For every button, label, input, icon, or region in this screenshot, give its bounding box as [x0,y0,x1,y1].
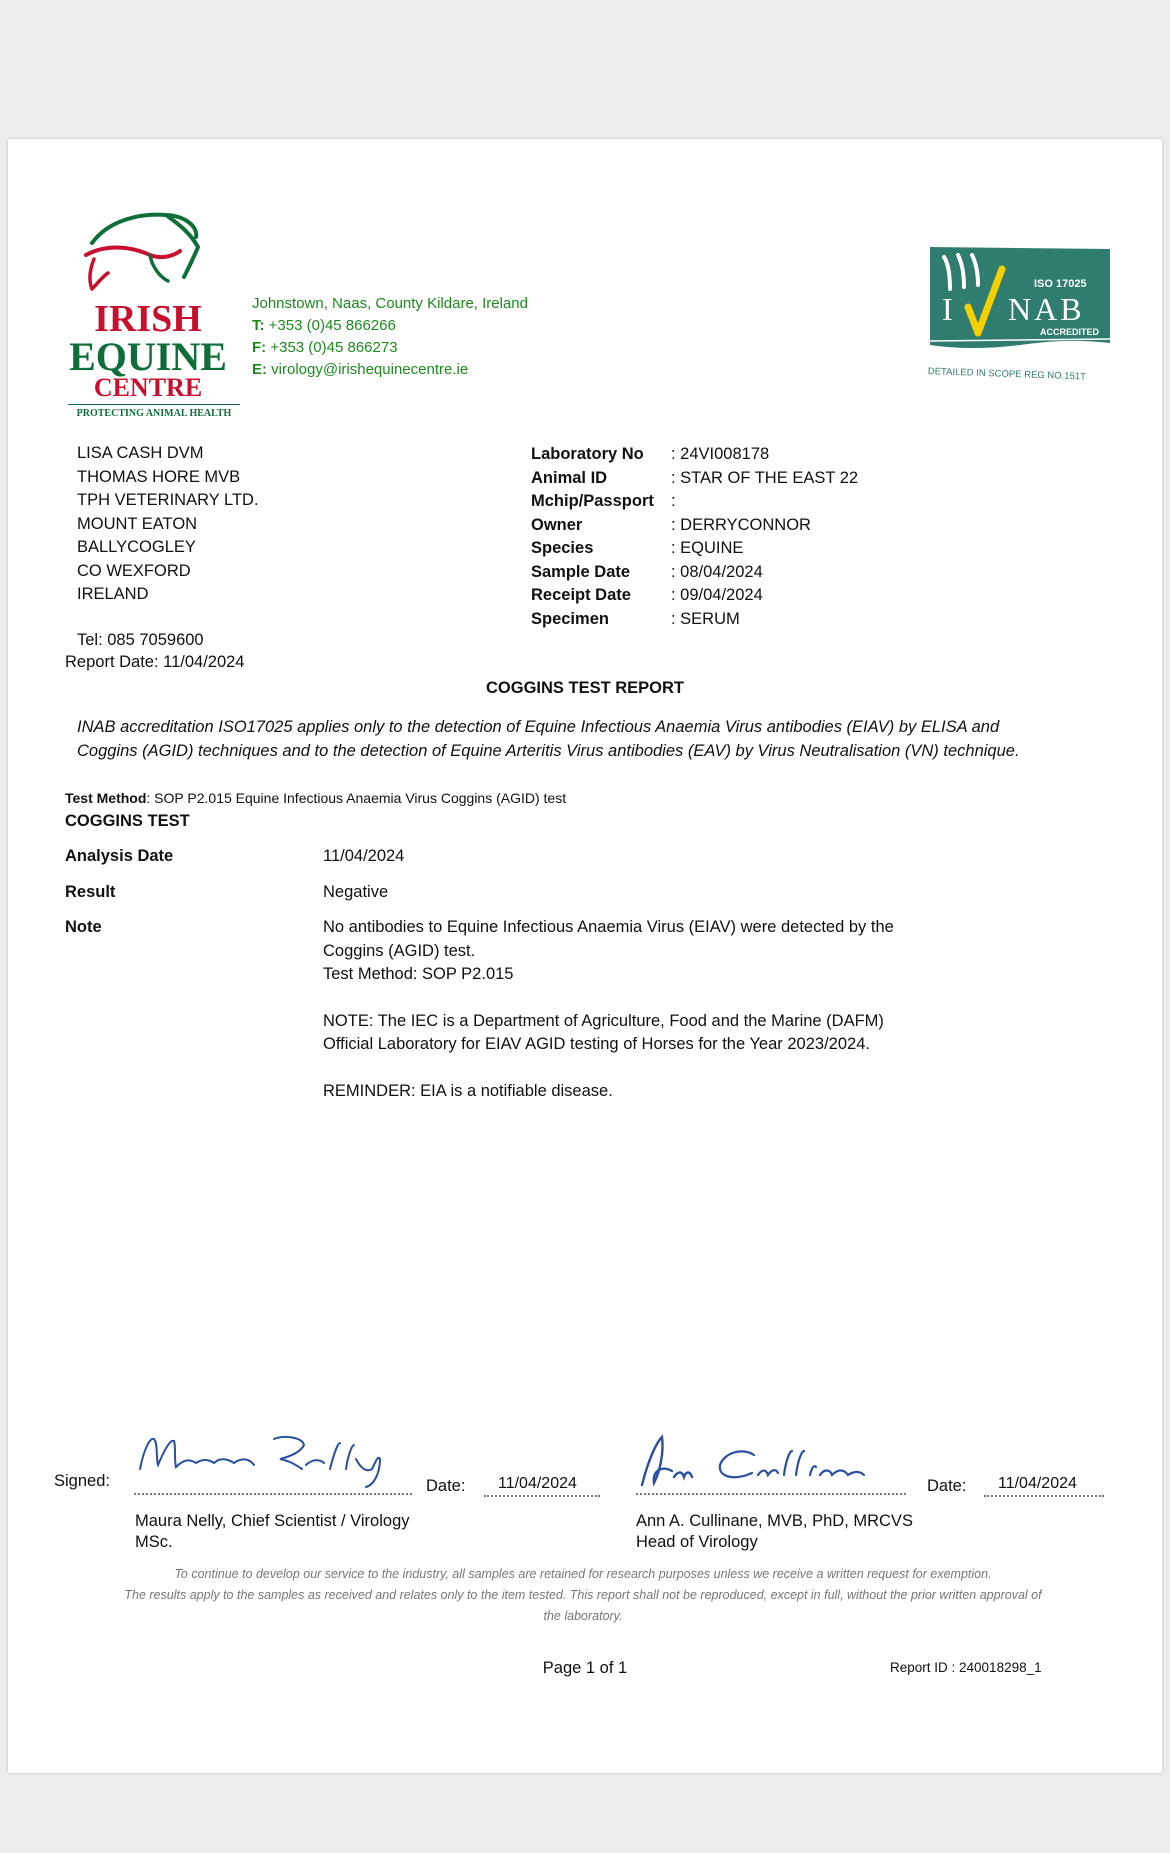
recipient-line: TPH VETERINARY LTD. [77,491,259,509]
lab-address: Johnstown, Naas, County Kildare, Ireland [252,295,528,312]
left-date-label: Date: [426,1477,466,1495]
detail-row [531,467,1031,491]
left-signature-line [134,1493,412,1495]
detail-row [531,514,1031,538]
detail-row [531,561,1031,585]
lab-name-line1: IRISH [94,298,202,340]
detail-key: Receipt Date [531,586,631,604]
lab-name-line3: CENTRE [93,373,203,402]
lab-tagline: PROTECTING ANIMAL HEALTH [76,408,232,419]
inab-scope: DETAILED IN SCOPE REG NO.151T [927,366,1087,383]
report-title: COGGINS TEST REPORT [485,679,685,697]
result-row-note [65,916,965,1103]
page-number: Page 1 of 1 [542,1659,628,1677]
recipient-line: MOUNT EATON [77,514,198,533]
recipient-line: CO WEXFORD [77,561,191,580]
test-method-label: Test Method [65,790,147,806]
recipient-line: THOMAS HORE MVB [77,467,241,486]
right-date: 11/04/2024 [998,1475,1077,1492]
inab-accredited: ACCREDITED [1040,327,1100,337]
sample-details [531,443,1031,631]
inab-standard: ISO 17025 [1034,278,1087,290]
inab-testing: TESTING [1048,346,1103,360]
results-table [65,845,965,1115]
signature-icon [634,1431,912,1493]
left-signatory [135,1511,410,1553]
detail-value: : 08/04/2024 [671,562,763,581]
detail-value: : STAR OF THE EAST 22 [671,468,859,487]
detail-value: : EQUINE [671,539,744,557]
result-row-result [65,881,965,905]
signed-label: Signed: [54,1472,110,1490]
test-method-value: : SOP P2.015 Equine Infectious Anaemia Virus Coggins (AGID) test [146,790,567,806]
left-date: 11/04/2024 [498,1475,577,1492]
signature-icon [134,1429,412,1489]
horse-logo-icon [68,207,248,297]
right-date-label: Date: [927,1477,967,1495]
detail-row [531,537,1031,561]
detail-value: : SERUM [671,609,740,628]
report-date: Report Date: 11/04/2024 [65,653,245,671]
detail-key: Mchip/Passport [531,492,654,510]
left-date-line [484,1495,600,1497]
detail-value: : 09/04/2024 [671,586,763,604]
result-row-analysis-date [65,845,965,869]
inab-letter-i: I [942,291,953,327]
detail-key: Species [531,539,594,557]
right-signatory-name: Ann A. Cullinane, MVB, PhD, MRCVS [636,1512,913,1530]
left-signatory-name: Maura Nelly, Chief Scientist / Virology [135,1512,410,1530]
note-paragraph: No antibodies to Equine Infectious Anaemia Virus (EIAV) were detected by the Coggins (AGID) test. [323,918,894,960]
section-title: COGGINS TEST [65,812,190,830]
tel-label: T: [252,317,265,334]
detail-key: Owner [531,515,583,534]
footer-disclaimer [123,1564,1043,1627]
detail-row [531,608,1031,632]
analysis-date-value: 11/04/2024 [323,847,405,865]
lab-tel: +353 (0)45 866266 [268,317,396,334]
disclaimer-line: To continue to develop our service to the industry, all samples are retained for research purposes unless we receive a written request for exemption. [174,1567,992,1581]
detail-row [531,443,1031,467]
disclaimer-line: The results apply to the samples as received and relates only to the item tested. This report shall not be reproduced, except in full, without the prior written approval of the laboratory. [124,1588,1042,1623]
note-label: Note [65,918,102,936]
lab-contact [252,293,652,381]
right-date-line [984,1495,1104,1497]
right-signature-line [636,1493,906,1495]
result-value: Negative [323,882,389,901]
note-body [323,916,903,1103]
note-paragraph: REMINDER: EIA is a notifiable disease. [323,1081,613,1100]
lab-logo-divider [68,404,240,405]
recipient-address [77,442,417,607]
inab-badge [927,245,1112,383]
inab-name: NAB [1008,291,1085,327]
report-id: Report ID : 240018298_1 [890,1660,1042,1675]
detail-key: Animal ID [531,468,608,487]
detail-key: Laboratory No [531,445,644,463]
result-label: Result [65,882,116,901]
right-signature [634,1431,912,1493]
lab-name-line2: EQUINE [69,334,227,379]
recipient-line: LISA CASH DVM [77,444,204,462]
lab-fax: +353 (0)45 866273 [270,339,398,356]
lab-email: virology@irishequinecentre.ie [271,361,469,378]
left-signature [134,1429,412,1489]
detail-row [531,490,1031,514]
detail-value: : [671,492,676,510]
fax-label: F: [252,339,267,356]
email-label: E: [252,361,267,378]
detail-value: : 24VI008178 [671,445,770,463]
analysis-date-label: Analysis Date [65,847,174,865]
recipient-tel: Tel: 085 7059600 [77,631,204,649]
test-method [65,790,965,806]
right-signatory [636,1511,913,1553]
accreditation-note: INAB accreditation ISO17025 applies only to the detection of Equine Infectious Anaemia Virus antibodies (EIAV) by ELISA and Coggins (AGID) techniques and to the detection of Equine Arteritis Virus antibodies (EAV) by Virus Neutralisation (VN) technique. [77,718,1020,760]
detail-key: Sample Date [531,562,631,581]
detail-value: : DERRYCONNOR [671,515,811,534]
detail-row [531,584,1031,608]
detail-key: Specimen [531,609,609,628]
recipient-line: IRELAND [77,585,149,603]
right-signatory-title: Head of Virology [636,1533,758,1551]
recipient-line: BALLYCOGLEY [77,538,196,556]
left-signatory-degree: MSc. [135,1533,173,1551]
report-page [8,139,1162,1773]
note-paragraph: NOTE: The IEC is a Department of Agriculture, Food and the Marine (DAFM) Official Laboratory for EIAV AGID testing of Horses for the Year 2023/2024. [323,1011,884,1053]
lab-logo [68,207,248,422]
note-paragraph: Test Method: SOP P2.015 [323,965,514,983]
